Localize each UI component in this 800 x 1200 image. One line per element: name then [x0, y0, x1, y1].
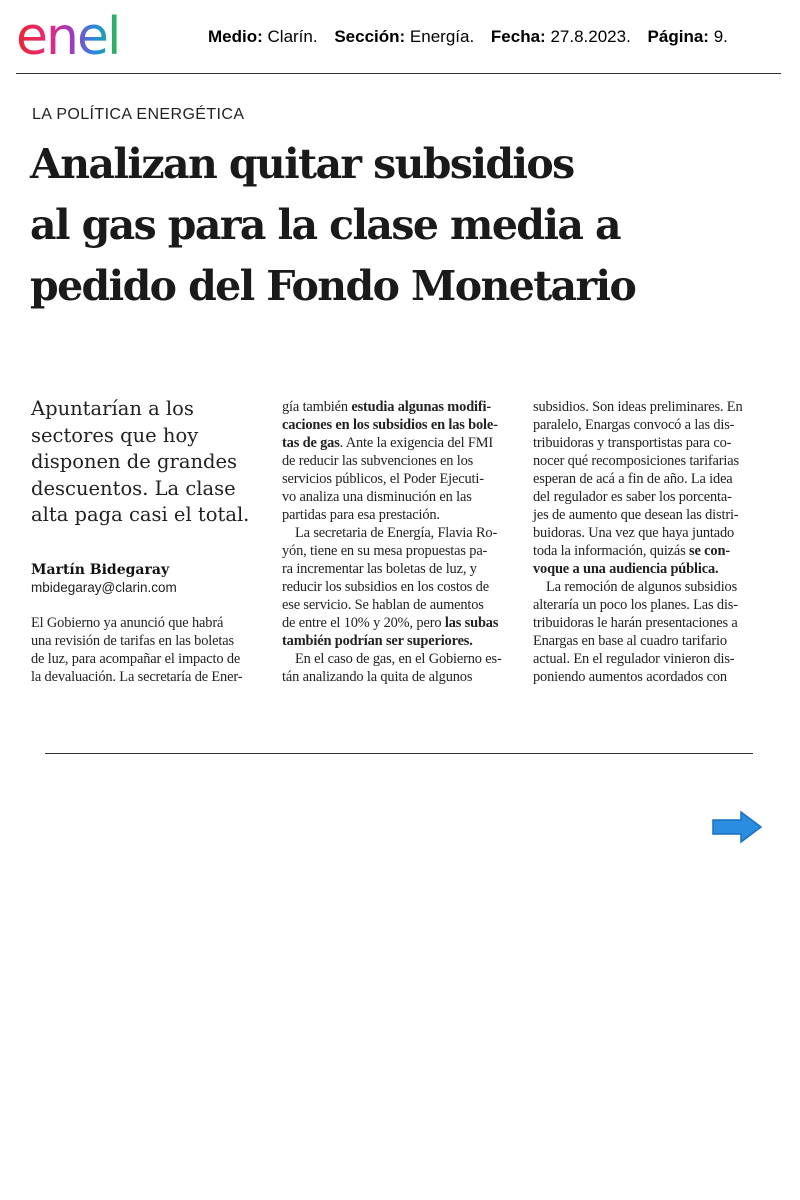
body-column-2	[282, 398, 514, 686]
body-emphasis: también podrían ser superiores.	[282, 633, 473, 649]
body-text: toda la información, quizás	[533, 543, 690, 559]
body-line	[282, 398, 514, 416]
article-divider	[45, 753, 753, 754]
deck-line: alta paga casi el total.	[31, 503, 250, 526]
headline	[30, 134, 780, 317]
body-line: nocer qué recomposiciones tarifarias	[533, 453, 739, 469]
body-line: la devaluación. La secretaría de Ener-	[31, 669, 243, 685]
body-line: La remoción de algunos subsidios	[546, 579, 738, 595]
arrow-right-icon	[711, 810, 763, 844]
headline-line: Analizan quitar subsidios	[30, 140, 574, 188]
body-line: ra incrementar las boletas de luz, y	[282, 561, 477, 577]
deck-line: sectores que hoy	[31, 423, 199, 447]
clipping-metadata	[208, 27, 728, 47]
body-line	[533, 542, 765, 560]
deck-line: disponen de grandes	[31, 450, 238, 473]
body-line: ese servicio. Se hablan de aumentos	[282, 597, 484, 613]
deck-line: descuentos. La clase	[31, 476, 236, 500]
body-emphasis: se con-	[689, 543, 730, 559]
body-line: El Gobierno ya anunció que habrá	[31, 615, 224, 631]
body-line: La secretaria de Energía, Flavia Ro-	[295, 525, 498, 541]
body-line	[282, 434, 514, 452]
body-line: Enargas en base al cuadro tarifario	[533, 633, 727, 649]
body-emphasis: las subas	[444, 615, 499, 631]
section-label: LA POLÍTICA ENERGÉTICA	[32, 106, 245, 123]
body-line: En el caso de gas, en el Gobierno es-	[295, 651, 502, 667]
fecha-label: Fecha:	[490, 27, 546, 46]
body-line: buidoras. Una vez que haya juntado	[533, 525, 735, 541]
body-line: de luz, para acompañar el impacto de	[31, 651, 241, 667]
seccion-value: Energía.	[409, 27, 475, 46]
seccion-label: Sección:	[334, 27, 406, 46]
medio-label: Medio:	[208, 27, 263, 46]
body-text: gía también	[282, 399, 352, 415]
headline-line: al gas para la clase media a	[30, 201, 620, 249]
body-line	[533, 560, 765, 578]
pagina-label: Página:	[647, 27, 709, 46]
body-column-1	[31, 614, 263, 686]
fecha-value: 27.8.2023.	[550, 27, 631, 46]
body-text: de entre el 10% y 20%, pero	[282, 615, 445, 631]
body-line: servicios públicos, el Poder Ejecuti-	[282, 471, 484, 487]
body-line: tribuidoras y transportistas para co-	[533, 435, 732, 451]
deck-summary	[31, 396, 256, 529]
medio-value: Clarín.	[267, 27, 318, 46]
body-line: del regulador es saber los porcenta-	[533, 489, 732, 505]
body-line: subsidios. Son ideas preliminares. En	[533, 399, 743, 415]
body-column-3	[533, 398, 765, 686]
enel-logo	[16, 8, 181, 66]
deck-line: Apuntarían a los	[31, 397, 194, 420]
next-page-button[interactable]	[711, 810, 763, 844]
body-line	[282, 614, 514, 632]
body-line: tán analizando la quita de algunos	[282, 669, 473, 685]
body-line	[282, 632, 514, 650]
body-line: yón, tiene en su mesa propuestas pa-	[282, 543, 488, 559]
enel-logo-text: enel	[16, 7, 120, 67]
author-email: mbidegaray@clarin.com	[31, 580, 177, 595]
body-line: vo analiza una disminución en las	[282, 489, 472, 505]
body-line: reducir los subsidios en los costos de	[282, 579, 489, 595]
body-line	[282, 416, 514, 434]
body-line: una revisión de tarifas en las boletas	[31, 633, 234, 649]
body-line: tribuidoras le harán presentaciones a	[533, 615, 738, 631]
body-line: alteraría un poco los planes. Las dis-	[533, 597, 738, 613]
pagina-value: 9.	[713, 27, 728, 46]
body-text: . Ante la exigencia del FMI	[339, 435, 494, 451]
body-line: poniendo aumentos acordados con	[533, 669, 727, 685]
body-emphasis: voque a una audiencia pública.	[533, 561, 719, 577]
body-line: jes de aumento que desean las distri-	[533, 507, 739, 523]
body-emphasis: tas de gas	[282, 435, 340, 451]
body-line: paralelo, Enargas convocó a las dis-	[533, 417, 735, 433]
header-divider	[16, 73, 781, 74]
body-line: actual. En el regulador vinieron dis-	[533, 651, 735, 667]
author-name: Martín Bidegaray	[31, 562, 170, 578]
body-emphasis: estudia algunas modifi-	[351, 399, 492, 415]
body-line: partidas para esa prestación.	[282, 507, 440, 523]
body-emphasis: caciones en los subsidios en las bole-	[282, 417, 498, 433]
headline-line: pedido del Fondo Monetario	[30, 262, 636, 310]
body-line: esperan de acá a fin de año. La idea	[533, 471, 733, 487]
body-line: de reducir las subvenciones en los	[282, 453, 474, 469]
